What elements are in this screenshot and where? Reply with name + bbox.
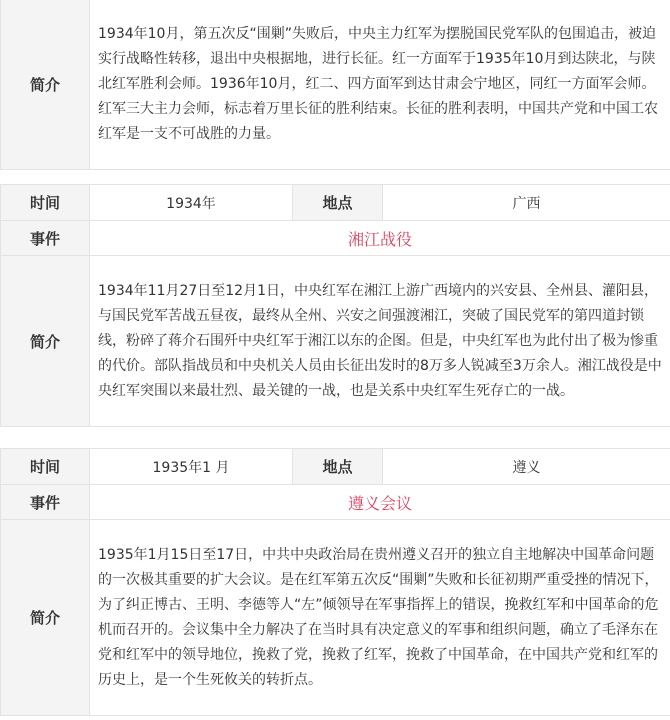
- place-label: 地点: [293, 185, 383, 221]
- event-title: 湘江战役: [90, 221, 670, 256]
- summary-label: 简介: [1, 520, 90, 716]
- event-label: 事件: [1, 221, 90, 256]
- place-value: 广西: [383, 185, 670, 221]
- summary-text: 1934年10月，第五次反“围剿”失败后，中央主力红军为摆脱国民党军队的包围追击，被迫实行战略性转移，退出中央根据地，进行长征。红一方面军于1935年10月到达陕北，与陕北红军胜利会师。1936年10月，红二、四方面军到达甘肃会宁地区，同红一方面军会师。红军三大主力会师，标志着万里长征的胜利结束。长征的胜利表明，中国共产党和中国工农红军是一支不可战胜的力量。: [90, 0, 670, 170]
- time-value: 1934年: [90, 185, 293, 221]
- summary-label: 简介: [1, 256, 90, 427]
- time-label: 时间: [1, 185, 90, 221]
- long-march-table: [0, 0, 670, 170]
- place-value: 遵义: [383, 449, 670, 485]
- place-label: 地点: [293, 449, 383, 485]
- summary-text: 1934年11月27日至12月1日，中央红军在湘江上游广西境内的兴安县、全州县、灌阳县，与国民党军苦战五昼夜，最终从全州、兴安之间强渡湘江，突破了国民党军的第四道封锁线，粉碎了蒋介石围歼中央红军于湘江以东的企图。但是，中央红军也为此付出了极为惨重的代价。部队指战员和中央机关人员由长征出发时的8万多人锐减至3万余人。湘江战役是中央红军突围以来最壮烈、最关键的一战，也是关系中央红军生死存亡的一战。: [90, 256, 670, 427]
- xiangjiang-table: [0, 184, 670, 427]
- event-title: 遵义会议: [90, 485, 670, 520]
- zunyi-table: [0, 448, 670, 716]
- time-value: 1935年1 月: [90, 449, 293, 485]
- event-label: 事件: [1, 485, 90, 520]
- summary-text: 1935年1月15日至17日，中共中央政治局在贵州遵义召开的独立自主地解决中国革命问题的一次极其重要的扩大会议。是在红军第五次反“围剿”失败和长征初期严重受挫的情况下，为了纠正博古、王明、李德等人“左”倾领导在军事指挥上的错误，挽救红军和中国革命的危机而召开的。会议集中全力解决了在当时具有决定意义的军事和组织问题，确立了毛泽东在党和红军中的领导地位，挽救了党，挽救了红军，挽救了中国革命，在中国共产党和红军的历史上，是一个生死攸关的转折点。: [90, 520, 670, 716]
- summary-label: 简介: [1, 0, 90, 170]
- time-label: 时间: [1, 449, 90, 485]
